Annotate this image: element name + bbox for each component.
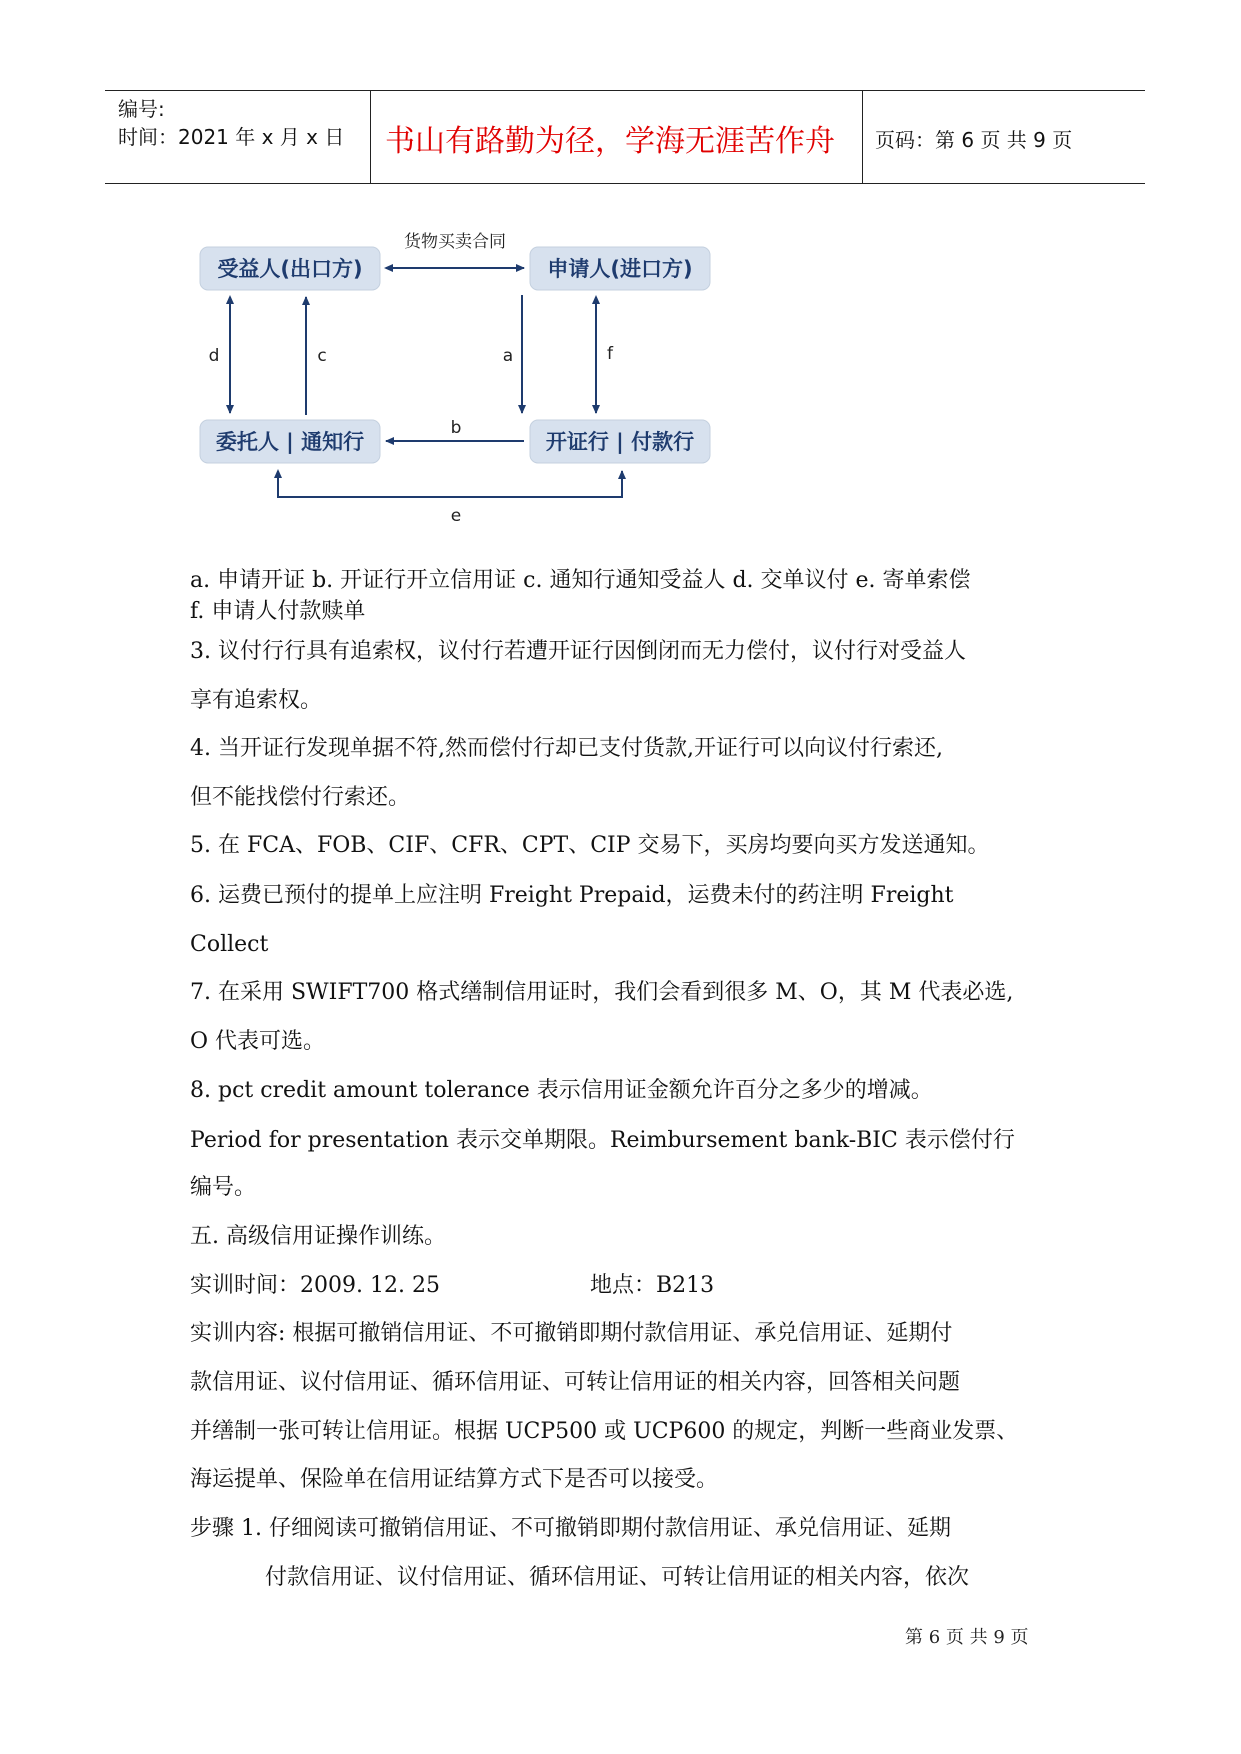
item-4-line-1: 4. 当开证行发现单据不符,然而偿付行却已支付货款,开证行可以向议付行索还, <box>190 736 943 761</box>
item-7-line-2: O 代表可选。 <box>190 1029 326 1054</box>
label-a: a <box>502 346 514 366</box>
header-divider-right <box>862 90 863 183</box>
header-motto: 书山有路勤为径，学海无涯苦作舟 <box>385 124 835 159</box>
item-4-line-2: 但不能找偿付行索还。 <box>190 785 411 810</box>
document-number-label: 编号: <box>118 97 165 121</box>
step-line-1: 步骤 1. 仔细阅读可撤销信用证、不可撤销即期付款信用证、承兑信用证、延期 <box>190 1516 951 1541</box>
item-8-line-2: Period for presentation 表示交单期限。Reimbursement bank-BIC 表示偿付行 <box>190 1128 1015 1153</box>
training-content-line-4: 海运提单、保险单在信用证结算方式下是否可以接受。 <box>190 1467 719 1492</box>
label-d: d <box>208 346 220 366</box>
training-content-line-3: 并缮制一张可转让信用证。根据 UCP500 或 UCP600 的规定，判断一些商业发票、 <box>190 1419 1019 1444</box>
arrow-e <box>278 471 622 497</box>
item-8-line-3: 编号。 <box>190 1175 257 1200</box>
item-7-line-1: 7. 在采用 SWIFT700 格式缮制信用证时，我们会看到很多 M、O，其 M 代表必选, <box>190 980 1014 1005</box>
item-3-line-2: 享有追索权。 <box>190 688 323 713</box>
training-content-line-1: 实训内容: 根据可撤销信用证、不可撤销即期付款信用证、承兑信用证、延期付 <box>190 1321 953 1346</box>
item-5: 5. 在 FCA、FOB、CIF、CFR、CPT、CIP 交易下，买房均要向买方发送通知。 <box>190 833 990 858</box>
beneficiary-box <box>200 247 380 290</box>
advising-bank-label: 委托人 | 通知行 <box>215 430 365 454</box>
contract-label: 货物买卖合同 <box>404 232 506 252</box>
label-c: c <box>317 346 327 366</box>
item-6-line-2: Collect <box>190 932 269 957</box>
header-top-rule <box>105 90 1145 91</box>
label-e: e <box>450 506 462 526</box>
header-bottom-rule <box>105 183 1145 184</box>
training-content-line-2: 款信用证、议付信用证、循环信用证、可转让信用证的相关内容，回答相关问题 <box>190 1370 961 1395</box>
applicant-label: 申请人(进口方) <box>547 257 693 281</box>
beneficiary-label: 受益人(出口方) <box>217 257 363 281</box>
training-location: 地点：B213 <box>590 1273 715 1298</box>
section-5-heading: 五. 高级信用证操作训练。 <box>190 1224 446 1249</box>
issuing-bank-label: 开证行 | 付款行 <box>545 430 695 454</box>
applicant-box <box>530 247 710 290</box>
document-date: 时间：2021 年 x 月 x 日 <box>118 125 345 149</box>
diagram-legend-line-1: a. 申请开证 b. 开证行开立信用证 c. 通知行通知受益人 d. 交单议付 e. 寄单索偿 <box>190 568 971 593</box>
advising-bank-box <box>200 420 380 463</box>
item-6-line-1: 6. 运费已预付的提单上应注明 Freight Prepaid，运费未付的药注明 Freight <box>190 883 954 908</box>
item-3-line-1: 3. 议付行行具有追索权，议付行若遭开证行因倒闭而无力偿付，议付行对受益人 <box>190 639 966 664</box>
item-8-line-1: 8. pct credit amount tolerance 表示信用证金额允许百分之多少的增减。 <box>190 1078 933 1103</box>
header-page-code: 页码：第 6 页 共 9 页 <box>875 128 1073 152</box>
label-f: f <box>607 344 613 364</box>
label-b: b <box>450 418 462 438</box>
step-line-2: 付款信用证、议付信用证、循环信用证、可转让信用证的相关内容，依次 <box>265 1565 970 1590</box>
letter-of-credit-flow-diagram <box>190 225 730 535</box>
diagram-legend-line-2: f. 申请人付款赎单 <box>190 599 366 624</box>
training-time: 实训时间：2009. 12. 25 <box>190 1273 440 1298</box>
issuing-bank-box <box>530 420 710 463</box>
page-footer: 第 6 页 共 9 页 <box>905 1627 1029 1648</box>
